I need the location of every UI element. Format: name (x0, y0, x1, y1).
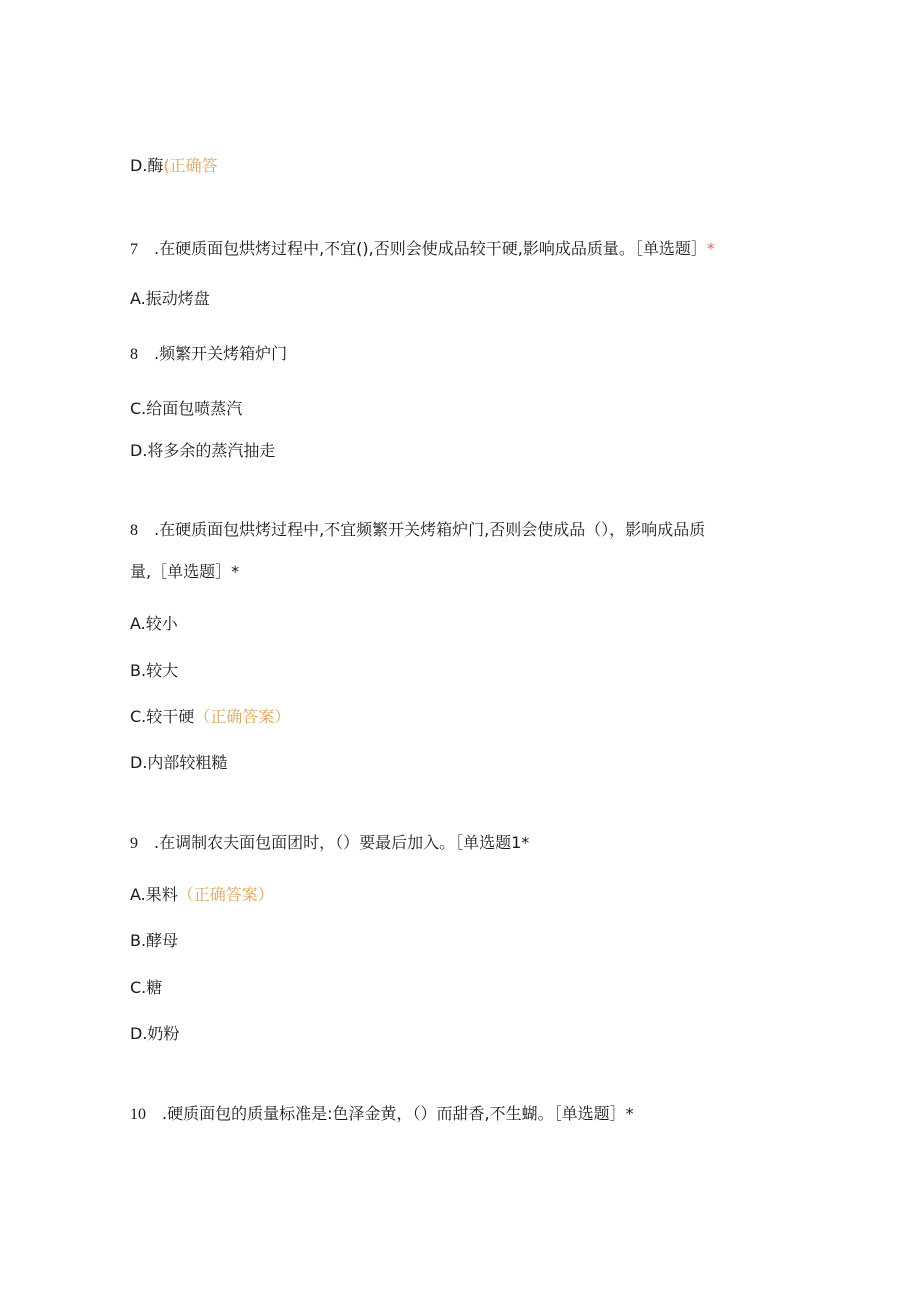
option-c (130, 398, 242, 420)
option-text: D.酶 (130, 156, 164, 175)
option-8-misnumbered (130, 343, 287, 366)
question-number: 9 (130, 835, 138, 852)
option-text: B.较大 (130, 661, 179, 680)
question-text: .在硬质面包烘烤过程中,不宜(),否则会使成品较干硬,影响成品质量。［单选题］ (154, 239, 707, 258)
option-text: .频繁开关烤箱炉门 (154, 344, 288, 363)
question-8 (130, 519, 705, 542)
option-d-enzyme (130, 155, 218, 177)
correct-answer-tag: (正确答 (163, 156, 218, 175)
option-a-correct (130, 884, 274, 906)
correct-answer-tag: （正确答案） (177, 885, 274, 904)
question-number: 10 (130, 1106, 146, 1123)
question-text: .硬质面包的质量标准是:色泽金黄，（）而甜香,不生蝴。［单选题］* (162, 1104, 634, 1123)
option-d (130, 752, 227, 774)
option-d (130, 440, 275, 462)
option-a (130, 288, 210, 310)
option-text: B.酵母 (130, 931, 179, 950)
required-star: * (706, 239, 715, 258)
option-text: C.较干硬 (130, 707, 195, 726)
question-9 (130, 832, 529, 855)
correct-answer-tag: （正确答案） (194, 707, 291, 726)
option-text: D.奶粉 (130, 1024, 180, 1043)
option-text: A.振动烤盘 (130, 289, 210, 308)
option-b (130, 930, 178, 952)
question-7 (130, 238, 715, 261)
question-number: 7 (130, 241, 138, 258)
question-number: 8 (130, 346, 138, 363)
option-text: C.给面包喷蒸汽 (130, 399, 243, 418)
question-text: .在调制农夫面包面团时，（）要最后加入。［单选题1* (154, 833, 530, 852)
option-c-correct (130, 706, 290, 728)
option-text: A.较小 (130, 614, 178, 633)
question-10 (130, 1103, 634, 1126)
option-text: C.糖 (130, 978, 163, 997)
question-8-continuation (130, 561, 239, 583)
question-number: 8 (130, 522, 138, 539)
option-text: D.内部较粗糙 (130, 753, 228, 772)
option-d (130, 1023, 179, 1045)
question-text-cont: 量,［单选题］* (130, 562, 240, 581)
question-text: .在硬质面包烘烤过程中,不宜频繁开关烤箱炉门,否则会使成品（），影响成品质 (154, 520, 706, 539)
option-text: D.将多余的蒸汽抽走 (130, 441, 276, 460)
option-c (130, 977, 162, 999)
option-text: A.果料 (130, 885, 178, 904)
option-a (130, 613, 178, 635)
option-b (130, 660, 178, 682)
